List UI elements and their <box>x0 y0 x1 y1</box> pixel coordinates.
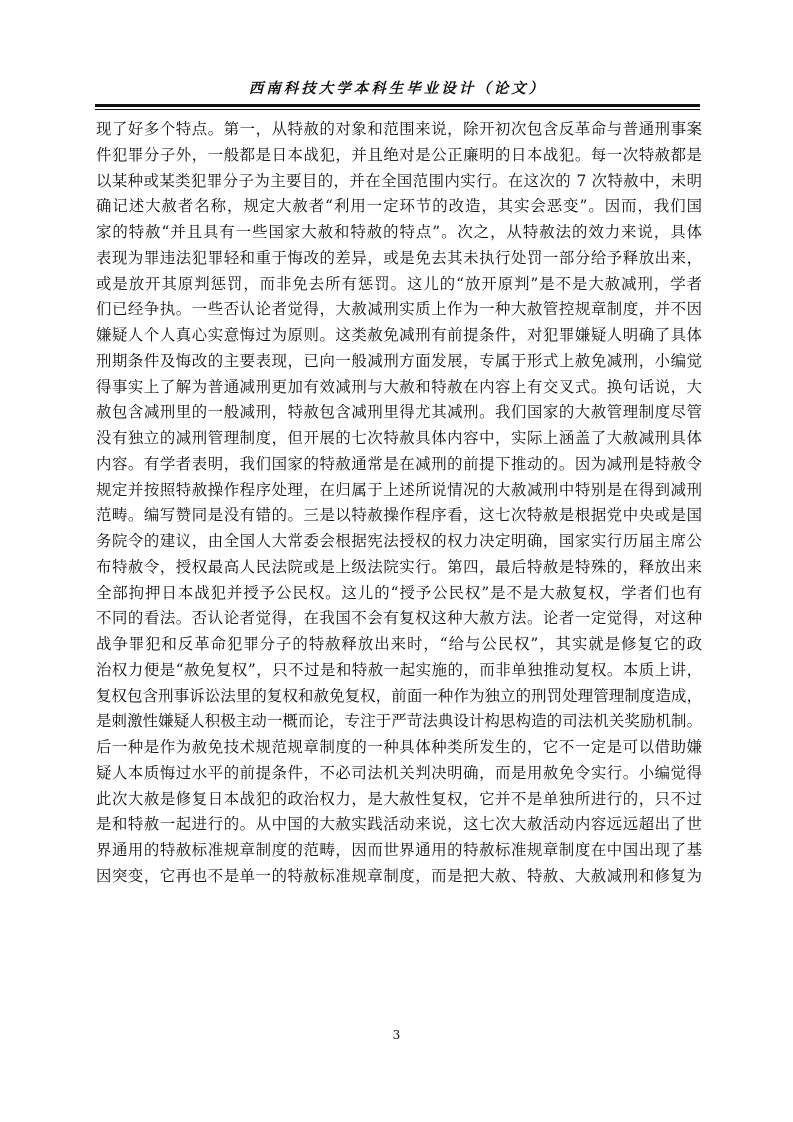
text-line: 复权包含刑事诉讼法里的复权和赦免复权，前面一种作为独立的刑罚处理管理制度造成， <box>96 686 702 705</box>
text-line: 治权力便是“赦免复权”，只不过是和特赦一起实施的，而非单独推动复权。本质上讲， <box>96 660 702 679</box>
text-line: 赦包含减刑里的一般减刑，特赦包含减刑里得尤其减刑。我们国家的大赦管理制度尽管 <box>96 403 702 422</box>
text-line: 内容。有学者表明，我们国家的特赦通常是在减刑的前提下推动的。因为减刑是特赦令 <box>96 454 702 473</box>
text-line: 是刺激性嫌疑人积极主动一概而论，专注于严苛法典设计构思构造的司法机关奖励机制。 <box>96 712 702 731</box>
text-line: 没有独立的减刑管理制度，但开展的七次特赦具体内容中，实际上涵盖了大赦减刑具体 <box>96 429 702 447</box>
text-line: 以某种或某类犯罪分子为主要目的，并在全国范围内实行。在这次的 7 次特赦中，未明 <box>96 171 702 190</box>
text-line: 得事实上了解为普通减刑更加有效减刑与大赦和特赦在内容上有交叉式。换句话说，大 <box>96 377 702 396</box>
header-rule-thin <box>95 109 700 110</box>
text-line: 规定并按照特赦操作程序处理，在归属于上述所说情况的大赦减刑中特别是在得到减刑 <box>96 480 702 499</box>
text-line: 战争罪犯和反革命犯罪分子的特赦释放出来时，“给与公民权”，其实就是修复它的政 <box>96 635 702 653</box>
text-line: 家的特赦“并且具有一些国家大赦和特赦的特点”。次之，从特赦法的效力来说，具体 <box>96 223 702 241</box>
text-line: 嫌疑人个人真心实意悔过为原则。这类赦免减刑有前提条件，对犯罪嫌疑人明确了具体 <box>96 326 702 344</box>
text-line: 全部拘押日本战犯并授予公民权。这儿的“授予公民权”是不是大赦复权，学者们也有 <box>96 583 702 602</box>
text-line: 此次大赦是修复日本战犯的政治权力，是大赦性复权，它并不是单独所进行的，只不过 <box>96 789 702 808</box>
page-number: 3 <box>392 1028 401 1042</box>
page-header-title: 西南科技大学本科生毕业设计（论文） <box>248 80 547 97</box>
text-line: 确记述大赦者名称，规定大赦者“利用一定环节的改造，其实会恶变”。因而，我们国 <box>96 197 702 216</box>
text-line: 表现为罪违法犯罪轻和重于悔改的差异，或是免去其未执行处罚一部分给予释放出来， <box>96 248 702 267</box>
text-line: 或是放开其原判惩罚，而非免去所有惩罚。这儿的“放开原判”是不是大赦减刑，学者 <box>96 274 702 293</box>
text-line: 刑期条件及悔改的主要表现，已向一般减刑方面发展，专属于形式上赦免减刑，小编觉 <box>96 351 702 370</box>
text-line: 后一种是作为赦免技术规范规章制度的一种具体种类所发生的，它不一定是可以借助嫌 <box>96 738 702 756</box>
text-line: 务院令的建议，由全国人大常委会根据宪法授权的权力决定明确，国家实行历届主席公 <box>96 532 702 550</box>
body-text <box>96 117 702 890</box>
text-line: 们已经争执。一些否认论者觉得，大赦减刑实质上作为一种大赦管控规章制度，并不因 <box>96 300 702 319</box>
header-rule-thick <box>95 104 700 107</box>
text-line: 不同的看法。否认论者觉得，在我国不会有复权这种大赦方法。论者一定觉得，对这种 <box>96 609 702 628</box>
text-line: 疑人本质悔过水平的前提条件，不必司法机关判决明确，而是用赦免令实行。小编觉得 <box>96 763 702 782</box>
text-line: 是和特赦一起进行的。从中国的大赦实践活动来说，这七次大赦活动内容远远超出了世 <box>96 815 702 834</box>
text-line: 范畴。编写赞同是没有错的。三是以特赦操作程序看，这七次特赦是根据党中央或是国 <box>96 506 702 525</box>
text-line: 因突变，它再也不是单一的特赦标准规章制度，而是把大赦、特赦、大赦减刑和修复为 <box>96 866 702 885</box>
text-line: 界通用的特赦标准规章制度的范畴，因而世界通用的特赦标准规章制度在中国出现了基 <box>96 841 702 859</box>
text-line: 布特赦令，授权最高人民法院或是上级法院实行。第四，最后特赦是特殊的，释放出来 <box>96 557 702 576</box>
text-line: 件犯罪分子外，一般都是日本战犯，并且绝对是公正廉明的日本战犯。每一次特赦都是 <box>96 145 702 164</box>
text-line: 现了好多个特点。第一，从特赦的对象和范围来说，除开初次包含反革命与普通刑事案 <box>96 120 702 138</box>
